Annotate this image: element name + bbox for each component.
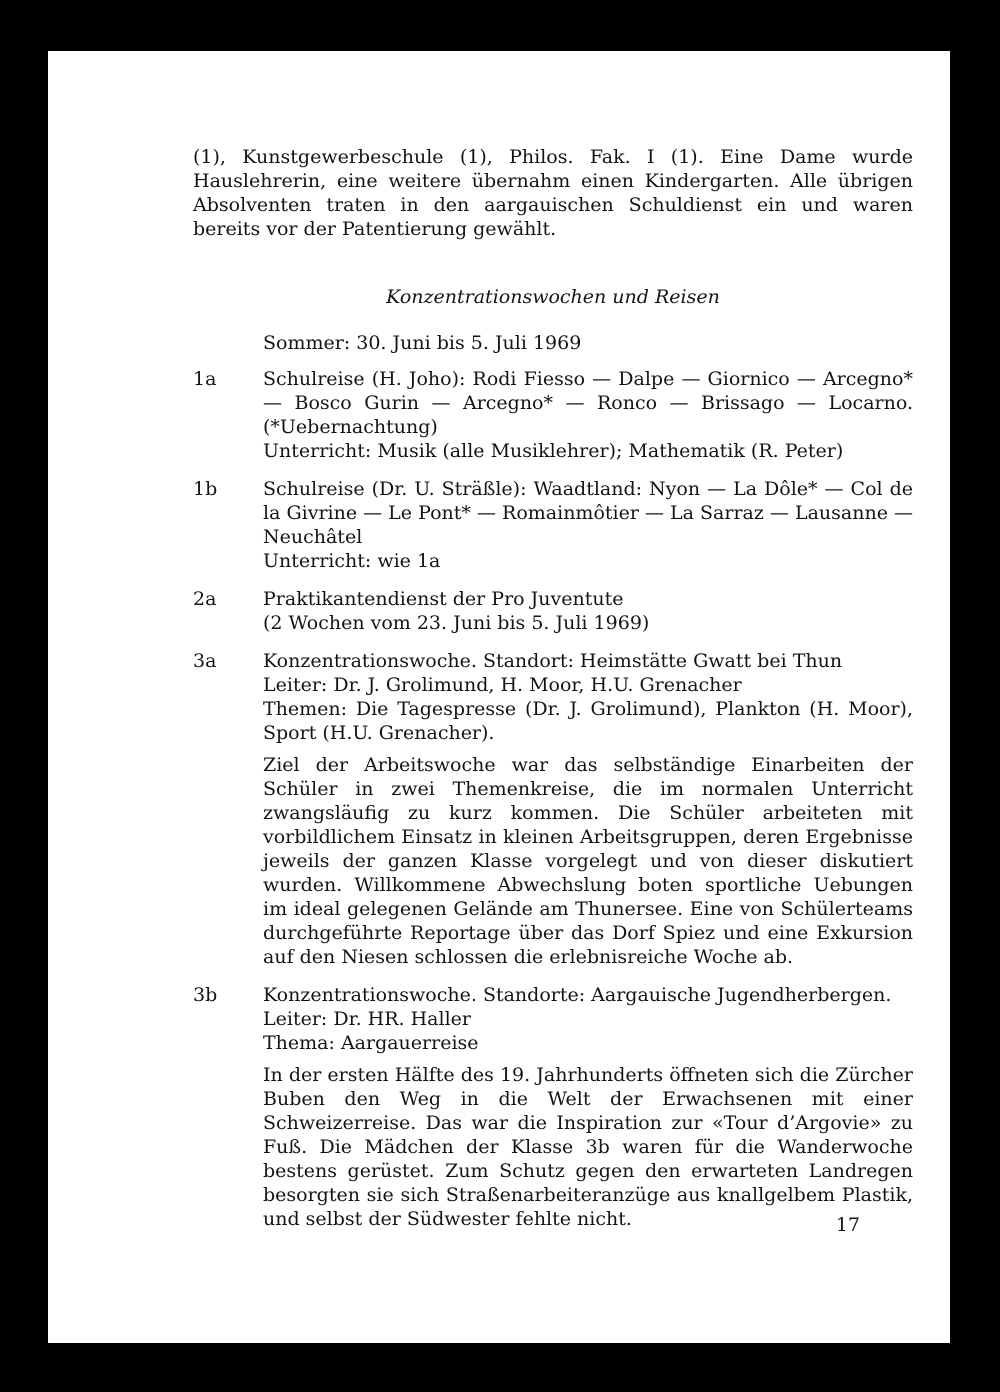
- entry-line: Konzentrationswoche. Standorte: Aargauische Jugendherbergen.: [263, 984, 892, 1006]
- entry-body: [263, 477, 913, 573]
- entry-paragraph: Ziel der Arbeitswoche war das selbständige Einarbeiten der Schüler in zwei Themenkreise, die im normalen Unterricht zwangsläufig zu kurz kommen. Die Schüler arbeiteten mit vorbildlichem Einsatz in kleinen Arbeitsgruppen, deren Ergebnisse jeweils der ganzen Klasse vorgelegt und von dieser diskutiert wurden. Willkommene Abwechslung boten sportliche Uebungen im ideal gelegenen Gelände am Thunersee. Eine von Schülerteams durchgeführte Reportage über das Dorf Spiez und eine Exkursion auf den Niesen schlossen die erlebnisreiche Woche ab.: [263, 754, 913, 968]
- summer-dates: Sommer: 30. Juni bis 5. Juli 1969: [263, 332, 582, 354]
- entry-line: Praktikantendienst der Pro Juventute: [263, 588, 624, 610]
- class-code: 2a: [193, 588, 217, 610]
- section-heading: Konzentrationswochen und Reisen: [386, 286, 720, 308]
- page-content: [193, 145, 913, 1245]
- entry-2a: [193, 587, 913, 635]
- entry-1a: [193, 367, 913, 463]
- entry-line: (2 Wochen vom 23. Juni bis 5. Juli 1969): [263, 612, 650, 634]
- entry-line: Unterricht: Musik (alle Musiklehrer); Mathematik (R. Peter): [263, 440, 844, 462]
- entry-3a: [193, 649, 913, 969]
- page-number: 17: [835, 1214, 860, 1236]
- entry-line: Leiter: Dr. J. Grolimund, H. Moor, H.U. Grenacher: [263, 674, 742, 696]
- entry-line: Konzentrationswoche. Standort: Heimstätte Gwatt bei Thun: [263, 650, 843, 672]
- entry-1b: [193, 477, 913, 573]
- entry-line: Schulreise (H. Joho): Rodi Fiesso — Dalpe — Giornico — Arcegno* — Bosco Gurin — Arcegno* — Ronco — Brissago — Locarno. (*Uebernachtung): [263, 368, 913, 438]
- entry-paragraph: In der ersten Hälfte des 19. Jahrhunderts öffneten sich die Zürcher Buben den Weg in die Welt der Erwachsenen mit einer Schweizerreise. Das war die Inspiration zur «Tour d’Argovie» zu Fuß. Die Mädchen der Klasse 3b waren für die Wanderwoche bestens gerüstet. Zum Schutz gegen den erwarteten Landregen besorgten sie sich Straßenarbeiteranzüge aus knallgelbem Plastik, und selbst der Südwester fehlte nicht.: [263, 1064, 913, 1230]
- entry-body: [263, 983, 913, 1231]
- class-code: 3b: [193, 984, 218, 1006]
- entry-body: [263, 367, 913, 463]
- entry-line: Themen: Die Tagespresse (Dr. J. Grolimund), Plankton (H. Moor), Sport (H.U. Grenacher).: [263, 698, 913, 744]
- class-code: 3a: [193, 650, 217, 672]
- class-code: 1a: [193, 368, 217, 390]
- entry-body: [263, 649, 913, 969]
- class-code: 1b: [193, 478, 218, 500]
- document-page: [48, 51, 950, 1343]
- entry-body: [263, 587, 913, 635]
- intro-paragraph: (1), Kunstgewerbeschule (1), Philos. Fak. I (1). Eine Dame wurde Hauslehrerin, eine weitere übernahm einen Kindergarten. Alle übrigen Absolventen traten in den aargauischen Schuldienst ein und waren bereits vor der Patentierung gewählt.: [193, 146, 913, 240]
- entry-line: Unterricht: wie 1a: [263, 550, 441, 572]
- entry-3b: [193, 983, 913, 1231]
- entry-line: Leiter: Dr. HR. Haller: [263, 1008, 471, 1030]
- entry-line: Thema: Aargauerreise: [263, 1032, 479, 1054]
- entry-line: Schulreise (Dr. U. Sträßle): Waadtland: Nyon — La Dôle* — Col de la Givrine — Le Pont* — Romainmôtier — La Sarraz — Lausanne — Neuchâtel: [263, 478, 913, 548]
